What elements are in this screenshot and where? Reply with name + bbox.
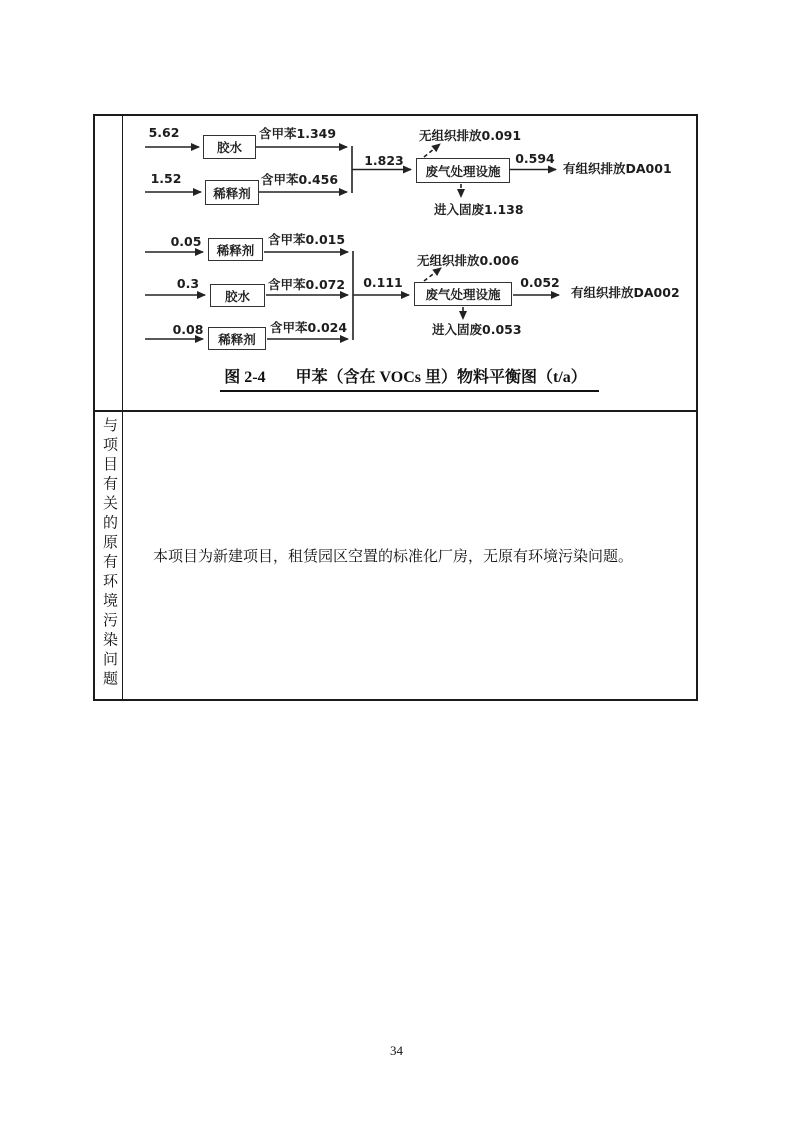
material-balance-diagram	[123, 116, 696, 410]
input-amount: 5.62	[148, 125, 180, 140]
toluene-content-label: 含甲苯0.015	[268, 232, 346, 247]
material-box: 胶水	[210, 284, 265, 307]
figure-row-side-cell	[95, 116, 123, 410]
toluene-content-label: 含甲苯0.072	[268, 277, 346, 292]
toluene-content-label: 含甲苯0.024	[270, 320, 348, 335]
fugitive-emission-label: 无组织排放0.091	[419, 128, 522, 143]
organized-emission-label: 有组织排放DA002	[571, 285, 680, 300]
dashed-arrow-fugitive	[424, 144, 440, 157]
treatment-box: 废气处理设施	[414, 282, 512, 306]
figure-title: 甲苯（含在 VOCs 里）物料平衡图（t/a）	[295, 369, 587, 386]
organized-flow-value: 0.594	[515, 151, 555, 166]
input-amount: 0.3	[176, 276, 200, 291]
figure-caption	[123, 364, 696, 392]
figure-number: 图 2-4	[224, 369, 266, 386]
material-box: 稀释剂	[205, 180, 259, 205]
combined-flow-value: 1.823	[364, 153, 404, 168]
input-amount: 0.08	[172, 322, 204, 337]
figure-row	[95, 116, 696, 412]
row-body-text: 本项目为新建项目，租赁园区空置的标准化厂房，无原有环境污染问题。	[153, 549, 634, 565]
organized-flow-value: 0.052	[520, 275, 560, 290]
material-box: 稀释剂	[208, 238, 263, 261]
material-box: 稀释剂	[208, 327, 266, 350]
input-amount: 1.52	[150, 171, 182, 186]
figure-caption-text	[220, 364, 599, 392]
material-box: 胶水	[203, 135, 256, 159]
row-header-vertical-text: 与项目有关的原有环境污染问题	[101, 417, 117, 690]
treatment-box: 废气处理设施	[416, 158, 510, 183]
input-amount: 0.05	[170, 234, 202, 249]
combined-flow-value: 0.111	[363, 275, 403, 290]
fugitive-emission-label: 无组织排放0.006	[417, 253, 520, 268]
row-body-cell	[123, 412, 696, 699]
organized-emission-label: 有组织排放DA001	[563, 161, 672, 176]
page-number: 34	[390, 1043, 403, 1058]
solid-waste-label: 进入固废0.053	[432, 322, 522, 337]
form-table	[93, 114, 698, 701]
dashed-arrow-fugitive	[424, 268, 441, 281]
toluene-content-label: 含甲苯0.456	[261, 172, 339, 187]
pollution-issue-row	[95, 412, 696, 699]
solid-waste-label: 进入固废1.138	[434, 202, 524, 217]
row-header-cell	[95, 412, 123, 699]
toluene-content-label: 含甲苯1.349	[259, 126, 337, 141]
